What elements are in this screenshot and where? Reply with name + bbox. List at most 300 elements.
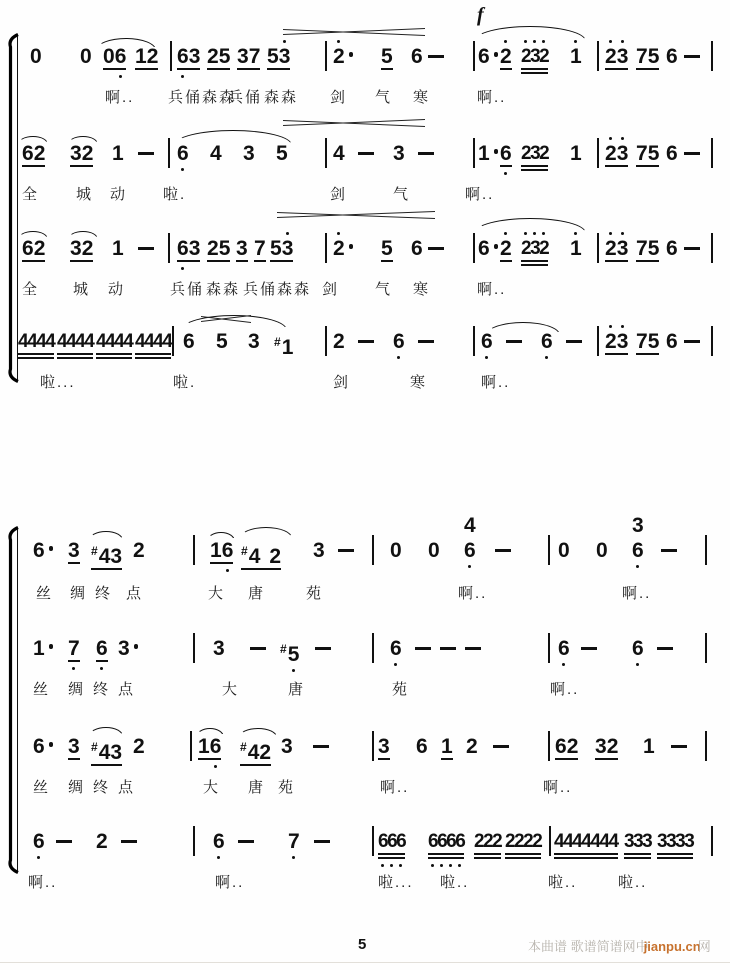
lyric-syllable: 唐	[288, 681, 306, 698]
note-token	[177, 143, 189, 165]
note-token	[112, 238, 124, 260]
beam-underline	[96, 353, 132, 355]
lyric-syllable: 寒	[410, 374, 428, 391]
note-digit: 2	[81, 142, 94, 165]
slur-arc	[240, 527, 292, 538]
note-digit: 2	[96, 830, 108, 853]
note-token	[267, 46, 290, 68]
beam-underline	[657, 857, 693, 859]
beam-underline	[474, 853, 501, 855]
barline	[193, 535, 195, 565]
slur-arc	[68, 136, 98, 144]
duration-dash	[314, 840, 330, 843]
barline	[597, 233, 599, 263]
note-token	[68, 540, 80, 562]
note-digit: 1	[112, 142, 124, 165]
note-digit: 4	[96, 331, 106, 352]
note-token	[555, 736, 578, 758]
note-digit: 5	[288, 644, 300, 666]
lyric-syllable: 苑	[392, 681, 410, 698]
duration-dash	[238, 840, 254, 843]
octave-dot-high	[609, 232, 612, 235]
note-digit: 4	[590, 831, 600, 852]
beam-underline	[177, 68, 200, 70]
lyric-syllable: 啦..	[618, 874, 648, 891]
note-digit: 3	[684, 831, 694, 852]
octave-dot-low	[214, 765, 217, 768]
barline	[172, 326, 174, 356]
note-token	[313, 540, 325, 562]
note-digit: 4	[27, 331, 37, 352]
note-digit: 4	[66, 331, 76, 352]
lyric-syllable: 啦..	[548, 874, 578, 891]
note-digit: 3	[675, 831, 685, 852]
bracket-glyph	[6, 526, 21, 874]
note-token	[521, 238, 548, 260]
beam-underline	[210, 562, 233, 564]
beam-underline	[237, 68, 260, 70]
note-digit: 5	[381, 45, 393, 68]
octave-dot-low	[394, 663, 397, 666]
note-digit: 4	[18, 331, 28, 352]
lyric-syllable: 啊..	[477, 89, 507, 106]
lyric-syllable: 兵俑森森	[168, 89, 237, 106]
duration-dash	[358, 340, 374, 343]
note-digit: 3	[530, 143, 540, 164]
beam-underline	[521, 68, 548, 70]
lyric-syllable: 苑	[278, 779, 296, 796]
duration-dash	[138, 247, 154, 250]
note-digit: 6	[177, 238, 189, 260]
note-digit: 2	[492, 831, 502, 852]
slur-arc	[89, 531, 123, 540]
note-digit: 3	[617, 46, 629, 68]
slur-arc	[18, 136, 48, 144]
note-digit: 3	[68, 539, 80, 562]
note-digit: 3	[617, 143, 629, 165]
note-token	[80, 46, 92, 68]
beam-underline	[270, 260, 293, 262]
lyric-syllable: 终	[93, 779, 111, 796]
note-digit: 2	[500, 238, 512, 260]
beam-underline	[70, 260, 93, 262]
beam-underline	[500, 68, 512, 70]
note-digit: 3	[213, 637, 225, 660]
note-digit: 0	[558, 539, 570, 562]
note-token	[636, 238, 659, 260]
note-digit: 7	[254, 237, 266, 260]
note-token	[428, 540, 440, 562]
note-token	[478, 143, 499, 165]
note-digit: 6	[464, 540, 476, 562]
hairpin-dynamic	[283, 24, 425, 42]
octave-dot-low	[636, 663, 639, 666]
note-digit: 5	[218, 45, 231, 68]
octave-dot-low	[292, 669, 295, 672]
beam-underline	[135, 353, 171, 355]
barline	[711, 326, 713, 356]
note-digit: 6	[115, 46, 127, 68]
note-token	[236, 238, 248, 260]
note-digit: 7	[636, 45, 648, 68]
note-token	[70, 143, 93, 165]
lyric-syllable: 剑	[333, 374, 351, 391]
note-digit: 3	[237, 45, 249, 68]
lyric-syllable: 绸	[70, 585, 88, 602]
lyric-syllable: 兵俑	[170, 281, 205, 298]
note-digit: 3	[666, 831, 676, 852]
note-digit: 2	[33, 142, 46, 165]
barline	[711, 138, 713, 168]
note-token	[333, 46, 354, 68]
note-digit: 6	[222, 540, 234, 562]
lyric-syllable: 大	[208, 585, 226, 602]
note-token	[281, 736, 293, 758]
hairpin-lines	[283, 27, 425, 37]
note-digit: 4	[123, 331, 133, 352]
note-digit: 6	[481, 331, 493, 353]
note-token	[390, 540, 402, 562]
note-digit: 6	[555, 735, 567, 758]
barline	[372, 633, 374, 663]
barline	[168, 138, 170, 168]
lyric-syllable: 大	[203, 779, 221, 796]
barline	[325, 41, 327, 71]
duration-dash	[358, 152, 374, 155]
note-token	[381, 238, 393, 260]
chord-upper-note: 3	[632, 514, 644, 537]
note-digit: 6	[387, 831, 396, 853]
note-digit: 5	[270, 237, 282, 260]
note-digit: 2	[133, 735, 145, 758]
octave-dot-low	[119, 75, 122, 78]
note-digit: 4	[98, 545, 111, 568]
beam-underline	[500, 165, 512, 167]
lyric-syllable: 动	[108, 281, 126, 298]
note-token	[177, 238, 200, 260]
system-start-barline	[17, 36, 18, 380]
sharp-accidental: #	[240, 740, 247, 754]
note-token	[478, 238, 499, 260]
note-digit: 6	[177, 143, 189, 165]
lyric-syllable: 寒	[413, 89, 431, 106]
note-digit: 3	[243, 142, 255, 165]
duration-dash	[661, 549, 677, 552]
note-digit: 6	[666, 237, 678, 260]
note-token	[441, 736, 453, 758]
duration-dash	[495, 549, 511, 552]
duration-dash	[493, 745, 509, 748]
beam-underline	[18, 353, 54, 355]
beam-underline	[624, 853, 651, 855]
note-digit: 2	[605, 238, 617, 260]
beam-underline	[68, 562, 80, 564]
note-digit: 4	[333, 142, 345, 165]
note-digit: 6	[213, 831, 225, 853]
beam-underline	[441, 758, 453, 760]
duration-dash	[250, 647, 266, 650]
note-digit: 2	[505, 831, 515, 852]
beam-underline	[636, 260, 659, 262]
note-token	[381, 46, 393, 68]
note-token	[70, 238, 93, 260]
duration-dash	[315, 647, 331, 650]
octave-dot-low	[431, 864, 434, 867]
note-digit: 6	[396, 831, 405, 853]
note-digit: 4	[45, 331, 55, 352]
note-token	[416, 736, 428, 758]
lyric-syllable: 啦...	[378, 874, 414, 891]
hairpin-lines	[201, 314, 251, 324]
duration-dash	[581, 647, 597, 650]
note-digit: 1	[643, 735, 655, 758]
note-token	[333, 331, 345, 353]
augmentation-dot	[494, 149, 498, 153]
note-token	[643, 736, 655, 758]
note-digit: 2	[207, 45, 219, 68]
barline	[548, 731, 550, 761]
note-digit: 3	[188, 237, 201, 260]
barline	[372, 826, 374, 856]
beam-underline	[135, 68, 158, 70]
lyric-syllable: 唐	[248, 585, 266, 602]
beam-underline	[428, 857, 464, 859]
note-token	[666, 238, 678, 260]
note-token	[428, 831, 464, 853]
beam-underline	[22, 260, 45, 262]
note-token	[22, 143, 45, 165]
duration-dash	[418, 340, 434, 343]
note-token	[474, 831, 501, 853]
sharp-accidental: #	[91, 740, 98, 754]
note-token	[378, 736, 390, 758]
lyric-syllable: 终	[93, 681, 111, 698]
lyric-syllable: 啊..	[380, 779, 410, 796]
beam-underline	[474, 857, 501, 859]
lyric-syllable: 丝	[33, 779, 51, 796]
note-digit: 4	[210, 142, 222, 165]
note-token	[274, 331, 293, 359]
note-token	[500, 143, 512, 165]
note-digit: 2	[466, 735, 478, 758]
note-digit: 0	[103, 45, 115, 68]
beam-underline	[605, 165, 628, 167]
duration-dash	[684, 247, 700, 250]
lyric-syllable: 啦.	[173, 374, 197, 391]
note-token	[33, 736, 54, 758]
note-digit: 6	[411, 237, 423, 260]
octave-dot-low	[217, 856, 220, 859]
octave-dot-high	[337, 232, 340, 235]
barline	[705, 535, 707, 565]
barline	[325, 326, 327, 356]
note-digit: 4	[98, 741, 111, 764]
duration-dash	[313, 745, 329, 748]
beam-underline	[636, 68, 659, 70]
note-digit: 3	[236, 237, 248, 260]
slur-arc	[474, 26, 586, 41]
note-digit: 4	[162, 331, 172, 352]
note-digit: 7	[288, 831, 300, 853]
note-digit: 2	[500, 46, 512, 68]
barline	[473, 326, 475, 356]
note-token	[570, 46, 582, 68]
note-digit: 2	[259, 741, 272, 764]
lyric-syllable: 兵俑	[228, 89, 263, 106]
note-digit: 6	[33, 735, 45, 758]
note-digit: 2	[605, 46, 617, 68]
barline	[548, 535, 550, 565]
duration-dash	[671, 745, 687, 748]
note-digit: 2	[521, 238, 530, 260]
note-digit: 6	[33, 539, 45, 562]
note-digit: 2	[333, 46, 345, 68]
note-digit: 2	[521, 143, 531, 164]
note-digit: 5	[381, 237, 393, 260]
note-token	[558, 540, 570, 562]
note-digit: 5	[647, 237, 660, 260]
slur-arc	[474, 218, 586, 233]
note-digit: 6	[558, 638, 570, 660]
note-digit: 2	[566, 735, 579, 758]
barline	[193, 633, 195, 663]
slur-arc	[68, 231, 98, 239]
beam-underline	[657, 853, 693, 855]
note-token	[33, 540, 54, 562]
lyric-syllable: 剑	[322, 281, 340, 298]
note-token	[505, 831, 541, 853]
barline	[193, 826, 195, 856]
note-token	[605, 331, 628, 353]
bracket-glyph	[6, 33, 21, 383]
duration-dash	[465, 647, 481, 650]
note-digit: 3	[110, 741, 123, 764]
note-digit: 4	[599, 831, 609, 852]
beam-underline	[636, 165, 659, 167]
slur-arc	[486, 322, 560, 335]
note-digit: 3	[624, 831, 634, 852]
note-token	[378, 831, 405, 853]
note-digit: 1	[135, 45, 147, 68]
lyric-syllable: 终	[95, 585, 113, 602]
note-digit: 2	[333, 330, 345, 353]
note-digit: 0	[390, 539, 402, 562]
note-digit: 1	[441, 735, 453, 758]
beam-underline	[554, 857, 618, 859]
lyric-syllable: 绸	[68, 779, 86, 796]
note-digit: 3	[188, 45, 201, 68]
note-digit: 3	[617, 331, 629, 353]
note-digit: 5	[218, 237, 231, 260]
beam-underline	[595, 758, 618, 760]
barline	[597, 41, 599, 71]
system-start-barline	[17, 529, 18, 871]
barline	[705, 633, 707, 663]
note-digit: 1	[281, 336, 294, 359]
note-digit: 4	[36, 331, 46, 352]
lyric-syllable: 啊..	[458, 585, 488, 602]
duration-dash	[338, 549, 354, 552]
beam-underline	[521, 165, 548, 167]
note-token	[276, 143, 288, 165]
note-token	[213, 831, 225, 853]
note-digit: 1	[33, 637, 45, 660]
augmentation-dot	[134, 644, 138, 648]
lyric-syllable: 啊..	[28, 874, 58, 891]
octave-dot-high	[609, 137, 612, 140]
lyric-syllable: 城	[73, 281, 91, 298]
beam-underline	[240, 764, 271, 766]
barline	[168, 233, 170, 263]
note-digit: 2	[333, 238, 345, 260]
note-digit: 6	[500, 143, 512, 165]
slur-arc	[18, 231, 48, 239]
page-bottom-edge	[0, 962, 730, 963]
note-token	[96, 831, 108, 853]
note-digit: 4	[248, 545, 261, 568]
note-digit: 6	[478, 237, 490, 260]
note-digit: 4	[135, 331, 145, 352]
note-digit: 3	[248, 330, 260, 353]
duration-dash	[428, 247, 444, 250]
barline	[325, 233, 327, 263]
octave-dot-high	[286, 232, 289, 235]
duration-dash	[428, 55, 444, 58]
lyric-syllable: 绸	[68, 681, 86, 698]
beam-underline	[96, 357, 132, 359]
watermark	[528, 936, 711, 955]
note-digit: 2	[483, 831, 493, 852]
note-digit: 3	[279, 46, 291, 68]
note-digit: 0	[596, 539, 608, 562]
octave-dot-low	[226, 569, 229, 572]
note-token	[33, 638, 54, 660]
note-token	[243, 143, 255, 165]
note-digit: 2	[521, 46, 530, 68]
lyric-syllable: 全	[22, 281, 40, 298]
octave-dot-high	[621, 325, 624, 328]
beam-underline	[378, 758, 390, 760]
note-token	[216, 331, 228, 353]
beam-underline	[378, 857, 405, 859]
duration-dash	[684, 55, 700, 58]
lyric-syllable: 丝	[33, 681, 51, 698]
octave-dot-low	[37, 856, 40, 859]
duration-dash	[506, 340, 522, 343]
octave-dot-low	[485, 356, 488, 359]
beam-underline	[236, 260, 248, 262]
augmentation-dot	[349, 244, 353, 248]
beam-underline	[505, 857, 541, 859]
lyric-syllable: 动	[110, 186, 128, 203]
note-token	[68, 638, 80, 660]
hairpin-dynamic	[201, 311, 251, 329]
barline	[597, 326, 599, 356]
slur-arc	[96, 38, 156, 50]
octave-dot-low	[181, 75, 184, 78]
note-token	[393, 331, 405, 353]
note-token	[183, 331, 195, 353]
note-digit: 6	[632, 638, 644, 660]
beam-underline	[198, 758, 221, 760]
note-digit: 6	[411, 45, 423, 68]
note-token	[666, 46, 678, 68]
note-digit: 2	[269, 545, 282, 568]
duration-dash	[415, 647, 431, 650]
note-digit: 3	[530, 46, 539, 68]
beam-underline	[521, 169, 548, 171]
lyric-syllable: 啦...	[40, 374, 76, 391]
